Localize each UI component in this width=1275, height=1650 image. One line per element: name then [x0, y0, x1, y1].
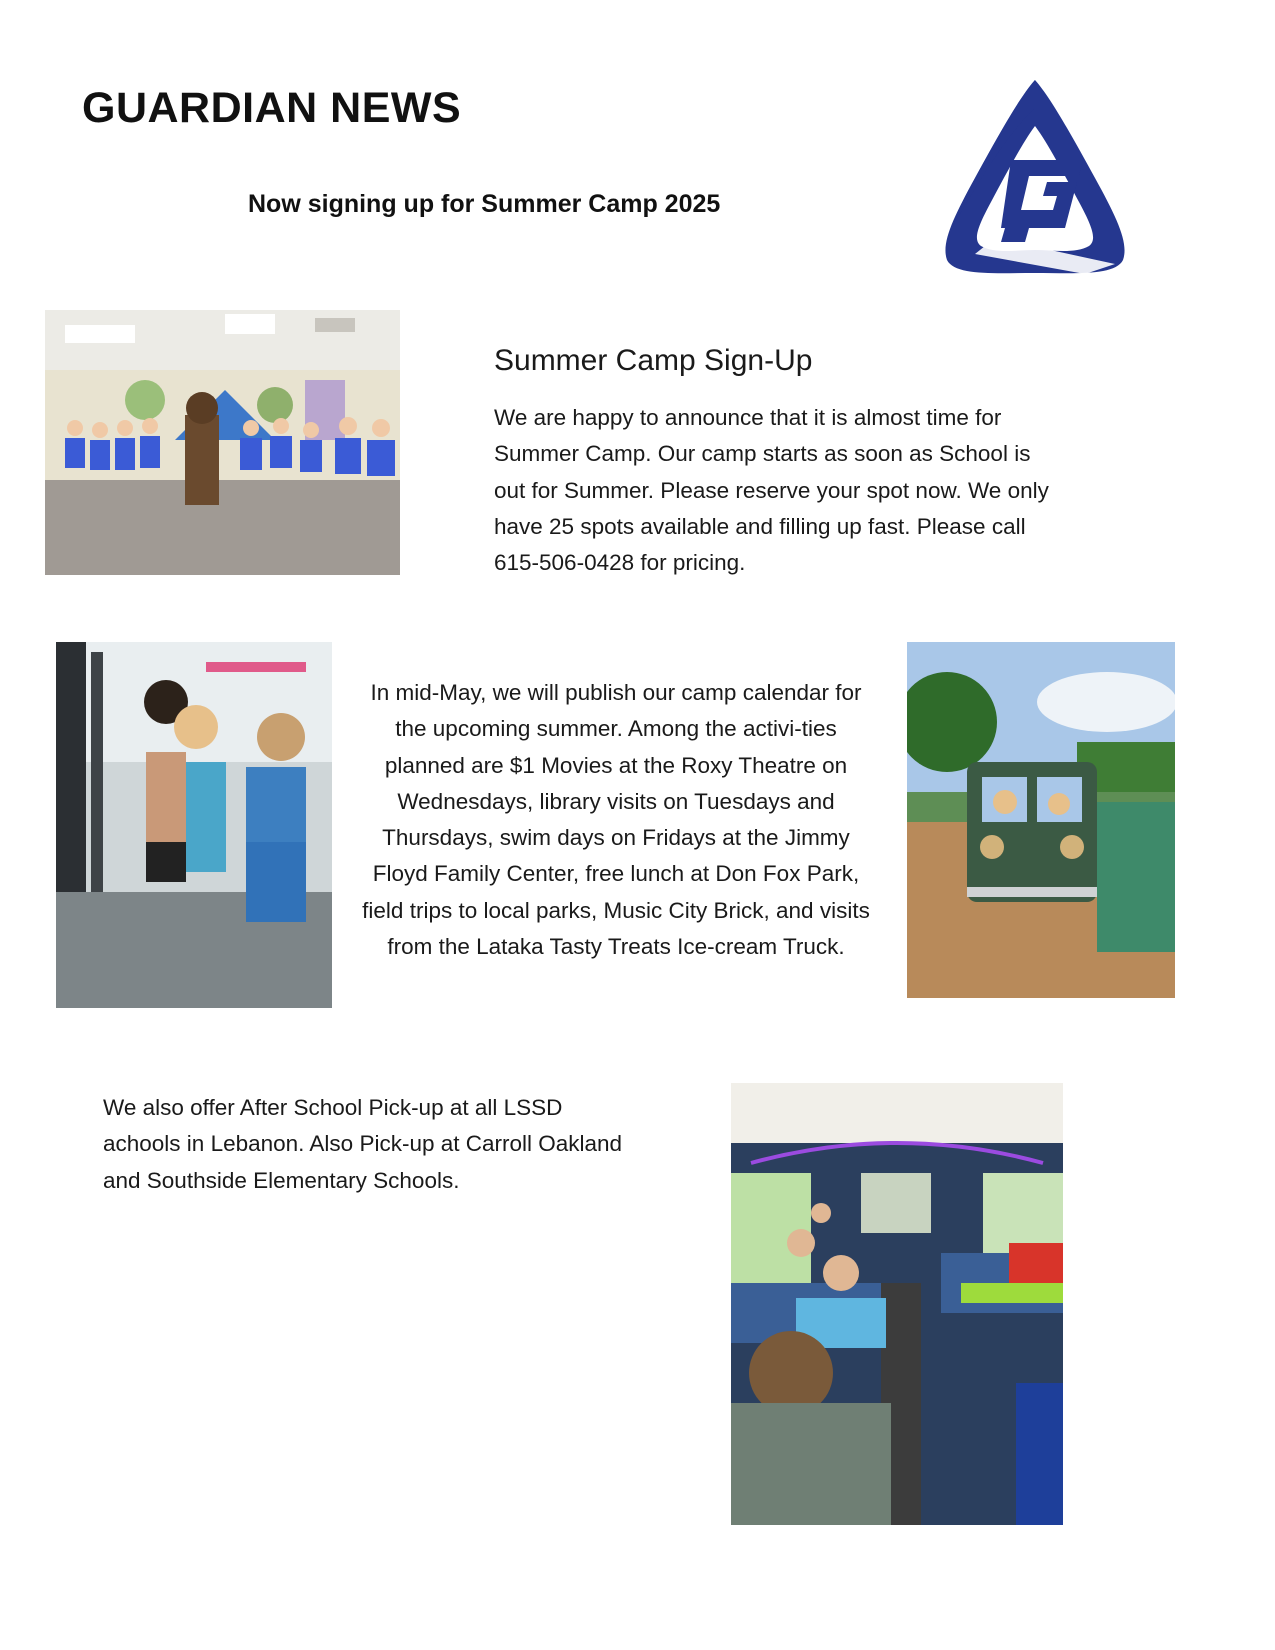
activities-paragraph: In mid-May, we will publish our camp calendar for the upcoming summer. Among the activi-ties planned are $1 Movies at the Roxy Theatre on Wednesdays, library visits on Tuesdays and Thursdays, swim days on Fridays at the Jimmy Floyd Family Center, free lunch at Don Fox Park, field trips to local parks, Music City Brick, and visits from the Lataka Tasty Treats Ice-cream Truck. [362, 680, 870, 960]
pickup-paragraph: We also offer After School Pick-up at all LSSD achools in Lebanon. Also Pick-up at Carroll Oakland and Southside Elementary Schools. [103, 1095, 623, 1193]
newsletter-subtitle: Now signing up for Summer Camp 2025 [248, 190, 721, 218]
signup-heading: Summer Camp Sign-Up [494, 344, 813, 377]
playground-truck-photo [907, 642, 1175, 998]
camp-group-photo [45, 310, 400, 575]
guardian-g-logo-icon [935, 78, 1135, 278]
signup-paragraph: We are happy to announce that it is almost time for Summer Camp. Our camp starts as soon as School is out for Summer. Please reserve your spot now. We only have 25 spots available and filling up fast. Please call 615-506-0428 for pricing. [494, 405, 1049, 576]
swim-kids-photo [56, 642, 332, 1008]
newsletter-title: GUARDIAN NEWS [82, 84, 462, 132]
school-bus-photo [731, 1083, 1063, 1525]
